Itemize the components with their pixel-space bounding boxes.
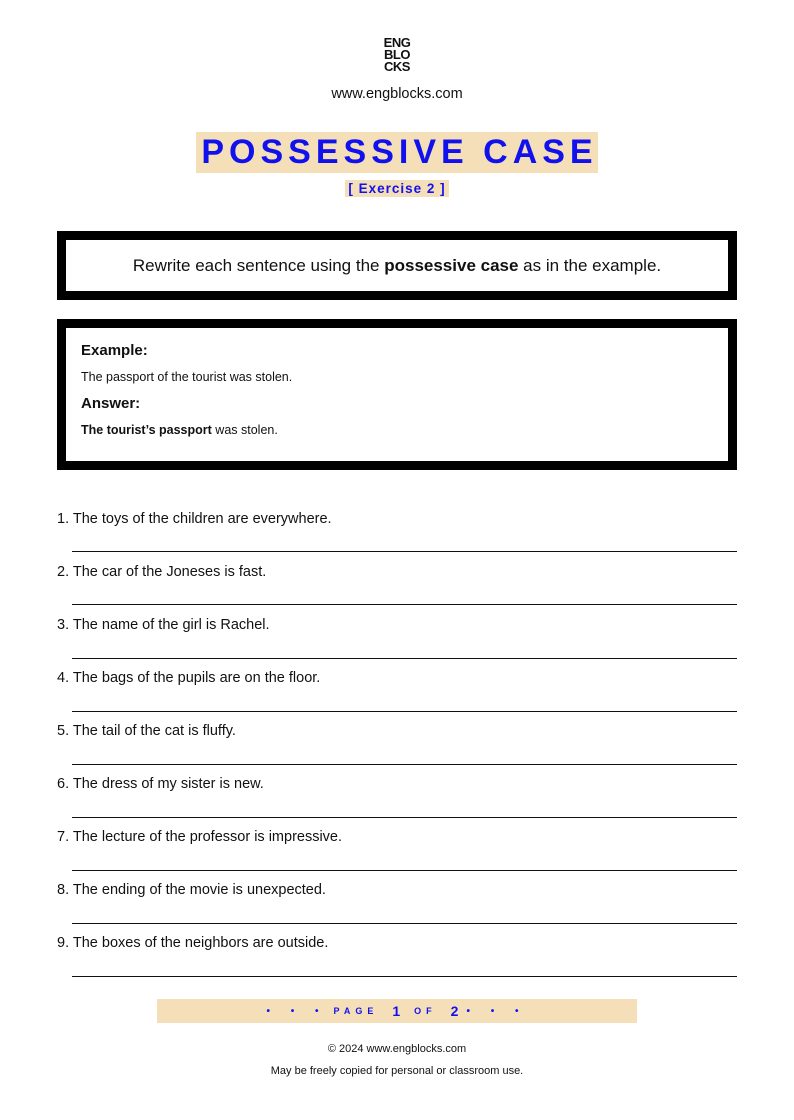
example-box bbox=[57, 319, 737, 470]
page-title: POSSESSIVE CASE bbox=[196, 132, 597, 173]
instruction-box bbox=[57, 231, 737, 300]
question-9: 9. The boxes of the neighbors are outside. bbox=[57, 935, 329, 951]
example-heading: Example: bbox=[81, 342, 148, 359]
question-3: 3. The name of the girl is Rachel. bbox=[57, 617, 270, 633]
answer-line-8[interactable] bbox=[72, 923, 737, 924]
instruction-before: Rewrite each sentence using the bbox=[132, 255, 385, 275]
logo-line-3: CKS bbox=[384, 59, 410, 74]
question-6: 6. The dress of my sister is new. bbox=[57, 776, 264, 792]
logo-line-2: BLO bbox=[384, 47, 410, 62]
question-1: 1. The toys of the children are everywhere. bbox=[57, 511, 332, 527]
answer-bold: The tourist’s passport bbox=[81, 423, 212, 437]
exercise-label: [ Exercise 2 ] bbox=[345, 180, 448, 197]
answer-line-9[interactable] bbox=[72, 976, 737, 977]
instruction-after: as in the example. bbox=[518, 255, 662, 275]
pager-of-word: OF bbox=[414, 1006, 437, 1016]
logo-line-1: ENG bbox=[383, 35, 411, 50]
license-note: May be freely copied for personal or classroom use. bbox=[270, 1065, 524, 1077]
answer-line-2[interactable] bbox=[72, 604, 737, 605]
pager-current: 1 bbox=[392, 1003, 401, 1019]
instruction-text bbox=[133, 256, 661, 276]
question-7: 7. The lecture of the professor is impressive. bbox=[57, 829, 343, 845]
answer-heading: Answer: bbox=[81, 395, 141, 412]
pager-dots-right: • • • bbox=[466, 1005, 528, 1017]
subtitle-wrap bbox=[0, 180, 794, 198]
answer-line-7[interactable] bbox=[72, 870, 737, 871]
instruction-bold: possessive case bbox=[384, 255, 519, 275]
engblocks-logo bbox=[0, 37, 794, 73]
example-sentence: The passport of the tourist was stolen. bbox=[81, 370, 293, 384]
answer-line-6[interactable] bbox=[72, 817, 737, 818]
copyright: © 2024 www.engblocks.com bbox=[327, 1043, 467, 1055]
answer-sentence bbox=[81, 422, 728, 438]
question-4: 4. The bags of the pupils are on the floor. bbox=[57, 670, 321, 686]
pager-page-word: PAGE bbox=[333, 1006, 379, 1016]
answer-rest: was stolen. bbox=[211, 423, 278, 437]
question-5: 5. The tail of the cat is fluffy. bbox=[57, 723, 236, 739]
pager-total: 2 bbox=[450, 1003, 459, 1019]
answer-line-3[interactable] bbox=[72, 658, 737, 659]
question-8: 8. The ending of the movie is unexpected. bbox=[57, 882, 326, 898]
answer-line-1[interactable] bbox=[72, 551, 737, 552]
answer-line-4[interactable] bbox=[72, 711, 737, 712]
pager-dots-left: • • • bbox=[266, 1005, 328, 1017]
site-url[interactable]: www.engblocks.com bbox=[331, 86, 463, 102]
page-indicator bbox=[157, 999, 637, 1023]
answer-line-5[interactable] bbox=[72, 764, 737, 765]
question-2: 2. The car of the Joneses is fast. bbox=[57, 564, 267, 580]
title-wrap bbox=[0, 132, 794, 173]
